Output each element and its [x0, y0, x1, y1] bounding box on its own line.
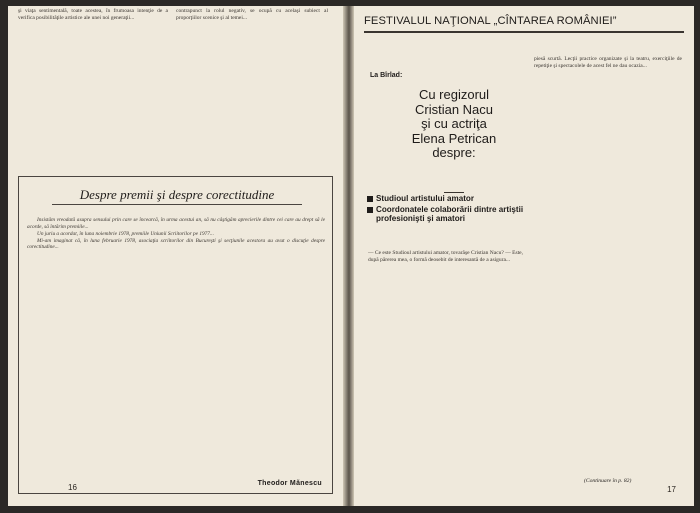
column-text: şi viaţa sentimentală, toate acestea, în frumoasa intenţie de a verifica posibilităţile artistice ale unei noi generaţii...	[18, 8, 168, 22]
interview-themes	[367, 194, 527, 226]
text-column-top-right	[176, 8, 328, 168]
square-bullet-icon	[367, 207, 373, 213]
headline-line: Cu regizorul	[418, 87, 490, 102]
headline-line: despre:	[432, 145, 476, 160]
page-number-right: 17	[667, 485, 676, 494]
festival-title: FESTIVALUL NAŢIONAL „CÎNTAREA ROMÂNIEI”	[364, 15, 617, 27]
essay-title-text: Despre premii şi despre corectitudine	[79, 187, 275, 202]
theme-item	[367, 205, 527, 223]
theme-item	[367, 194, 527, 203]
column-text: contrapunct la rolul negativ, se ocupă cu acelaşi subiect al proporţiilor scenice şi al temei...	[176, 8, 328, 22]
author-signature: Theodor Mănescu	[257, 480, 322, 487]
square-bullet-icon	[367, 196, 373, 202]
interview-column-right	[534, 56, 682, 471]
left-page	[8, 6, 343, 506]
essay-paragraph: Insistăm vreodată asupra sensului prin care se încearcă, în urma acestui an, să nu câştigăm aprecierile dintre cei care au drept să le acorde, să întărim premiile...	[27, 217, 325, 230]
continuation-note: (Continuare în p. 82)	[584, 478, 632, 484]
theme-text: Coordonatele colaborării dintre artiştii profesionişti şi amatori	[376, 205, 524, 224]
essay-box	[18, 176, 333, 494]
essay-paragraph: Mi-am imaginat că, în luna februarie 1978, asociaţia scriitorilor din Bucureşti şi secţiunile acestora au avut o discuţie despre corectitudine...	[27, 237, 325, 251]
headline-line: Elena Petrican	[411, 130, 497, 146]
page-number-left: 16	[68, 483, 77, 492]
location-label: La Bîrlad:	[370, 72, 403, 79]
essay-body	[27, 217, 325, 473]
title-rule	[364, 31, 684, 33]
column-text: piesă scurtă. Lecţii practice organizate şi la teatru, exerciţiile de repetiţie şi spectacolele de acest fel ne dau ocazia...	[534, 56, 682, 70]
right-page	[354, 6, 694, 506]
essay-paragraph: Un juriu a acordat, în luna noiembrie 1978, premiile Uniunii Scriitorilor pe 1977...	[37, 230, 214, 237]
headline-line: şi cu actriţa	[421, 116, 487, 131]
book-gutter	[343, 6, 354, 506]
interview-headline	[384, 88, 524, 161]
headline-divider	[444, 192, 464, 193]
column-text: — Ce este Studioul artistului amator, tovarăşe Cristian Nacu? — Este, după părerea mea, o formă deosebit de interesantă de a asigura...	[368, 250, 523, 264]
theme-text: Studioul artistului amator	[376, 194, 475, 203]
title-rule	[52, 204, 302, 205]
essay-title	[37, 187, 317, 205]
text-column-top-left	[18, 8, 168, 168]
interview-column-left	[368, 250, 523, 482]
headline-line: Cristian Nacu	[414, 101, 494, 117]
